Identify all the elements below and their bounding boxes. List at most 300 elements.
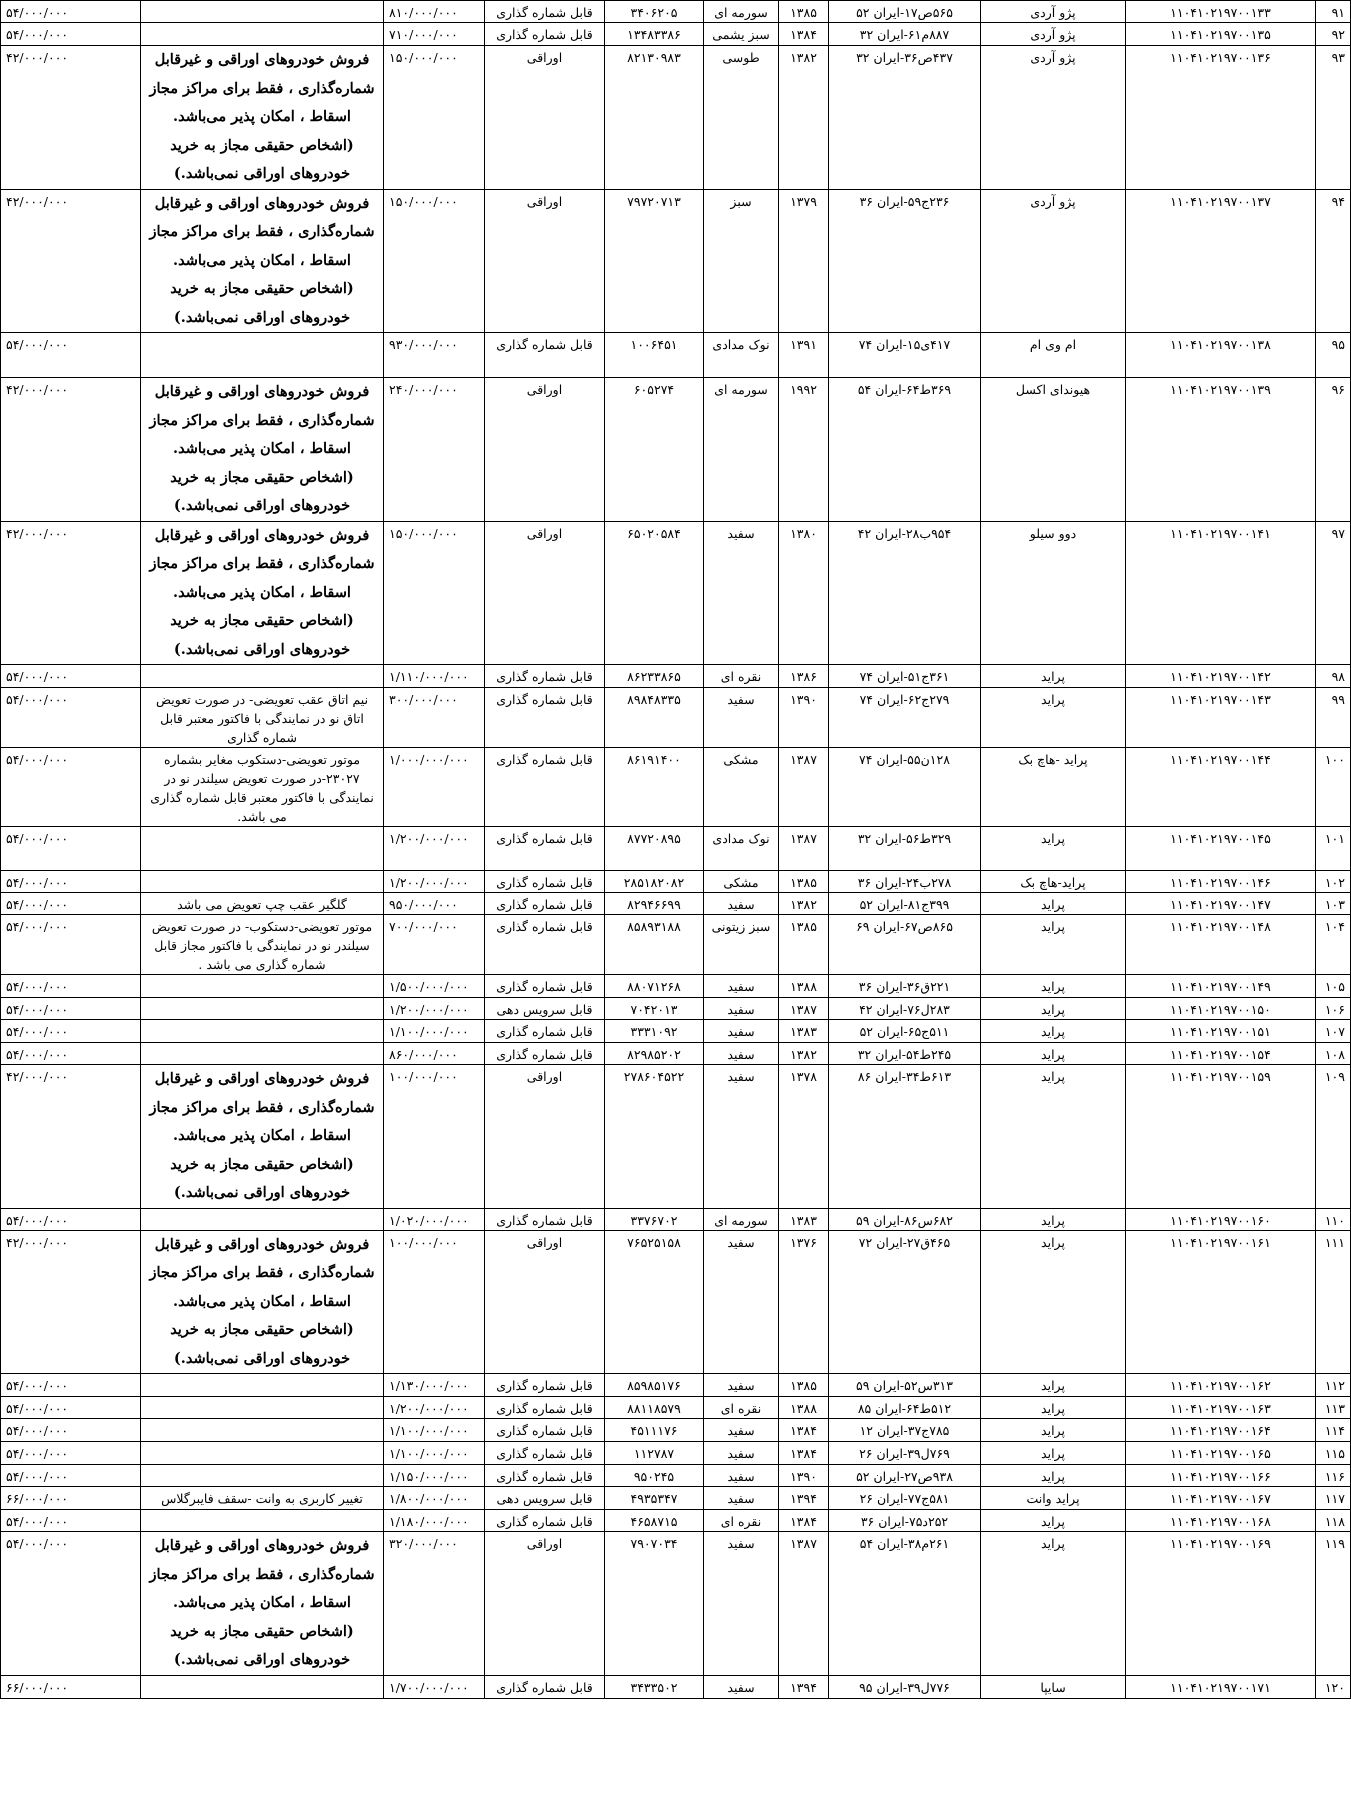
deposit-amount-cell: ۴۲/۰۰۰/۰۰۰ — [1, 189, 141, 333]
base-price-cell: ۱/۱۰۰/۰۰۰/۰۰۰ — [384, 1442, 485, 1465]
license-plate-cell: ۵۱۱ج۶۵-ایران ۵۲ — [829, 1020, 981, 1043]
base-price-cell: ۱/۱۰۰/۰۰۰/۰۰۰ — [384, 1020, 485, 1043]
chassis-number-cell: ۸۹۸۴۸۳۳۵ — [605, 688, 704, 748]
vehicle-color-cell: سفید — [704, 1020, 779, 1043]
deposit-amount-cell: ۴۲/۰۰۰/۰۰۰ — [1, 521, 141, 665]
row-number-cell: ۱۱۰ — [1316, 1208, 1351, 1230]
license-plate-cell: ۷۸۵ج۳۷-ایران ۱۲ — [829, 1419, 981, 1442]
vehicle-code-cell: ۱۱۰۴۱۰۲۱۹۷۰۰۱۶۶ — [1126, 1465, 1316, 1487]
base-price-cell: ۱/۱۵۰/۰۰۰/۰۰۰ — [384, 1465, 485, 1487]
chassis-number-cell: ۸۶۲۳۳۸۶۵ — [605, 665, 704, 688]
row-number-cell: ۹۱ — [1316, 1, 1351, 23]
model-year-cell: ۱۳۸۸ — [779, 975, 829, 998]
deposit-amount-cell: ۵۴/۰۰۰/۰۰۰ — [1, 827, 141, 871]
deposit-amount-cell: ۵۴/۰۰۰/۰۰۰ — [1, 333, 141, 378]
model-year-cell: ۱۳۷۹ — [779, 189, 829, 333]
row-number-cell: ۱۲۰ — [1316, 1675, 1351, 1698]
row-number-cell: ۱۰۸ — [1316, 1043, 1351, 1065]
model-year-cell: ۱۳۸۳ — [779, 1020, 829, 1043]
deposit-amount-cell: ۴۲/۰۰۰/۰۰۰ — [1, 378, 141, 522]
vehicle-color-cell: سفید — [704, 1043, 779, 1065]
notes-cell: موتور تعویضی-دستکوب مغایر بشماره ۲۳۰۲۷-در صورت تعویض سیلندر نو در نمایندگی با فاکتور معتبر قابل شماره گذاری می باشد. — [141, 748, 384, 827]
vehicle-code-cell: ۱۱۰۴۱۰۲۱۹۷۰۰۱۳۸ — [1126, 333, 1316, 378]
registration-status-cell: قابل شماره گذاری — [485, 1020, 605, 1043]
vehicle-model-cell: پراید — [981, 1442, 1126, 1465]
deposit-amount-cell: ۵۴/۰۰۰/۰۰۰ — [1, 1, 141, 23]
row-number-cell: ۱۱۸ — [1316, 1510, 1351, 1532]
vehicle-color-cell: سفید — [704, 1442, 779, 1465]
base-price-cell: ۱/۲۰۰/۰۰۰/۰۰۰ — [384, 1397, 485, 1419]
chassis-number-cell: ۸۸۰۷۱۲۶۸ — [605, 975, 704, 998]
row-number-cell: ۹۸ — [1316, 665, 1351, 688]
vehicle-model-cell: پراید — [981, 1419, 1126, 1442]
row-number-cell: ۱۱۱ — [1316, 1230, 1351, 1374]
vehicle-color-cell: مشکی — [704, 871, 779, 893]
base-price-cell: ۱/۰۰۰/۰۰۰/۰۰۰ — [384, 748, 485, 827]
license-plate-cell: ۵۱۲ط۶۴-ایران ۸۵ — [829, 1397, 981, 1419]
registration-status-cell: اوراقی — [485, 189, 605, 333]
deposit-amount-cell: ۵۴/۰۰۰/۰۰۰ — [1, 998, 141, 1020]
chassis-number-cell: ۸۷۷۲۰۸۹۵ — [605, 827, 704, 871]
license-plate-cell: ۷۶۹ل۳۹-ایران ۲۶ — [829, 1442, 981, 1465]
vehicle-color-cell: سفید — [704, 1487, 779, 1510]
base-price-cell: ۱/۵۰۰/۰۰۰/۰۰۰ — [384, 975, 485, 998]
vehicle-code-cell: ۱۱۰۴۱۰۲۱۹۷۰۰۱۶۱ — [1126, 1230, 1316, 1374]
license-plate-cell: ۶۱۳ط۳۴-ایران ۸۶ — [829, 1065, 981, 1209]
vehicle-code-cell: ۱۱۰۴۱۰۲۱۹۷۰۰۱۴۹ — [1126, 975, 1316, 998]
license-plate-cell: ۳۹۹ج۸۱-ایران ۵۲ — [829, 893, 981, 915]
table-row — [1, 893, 1351, 915]
deposit-amount-cell: ۵۴/۰۰۰/۰۰۰ — [1, 1419, 141, 1442]
base-price-cell: ۱۵۰/۰۰۰/۰۰۰ — [384, 521, 485, 665]
license-plate-cell: ۳۲۹ط۵۶-ایران ۳۲ — [829, 827, 981, 871]
registration-status-cell: قابل شماره گذاری — [485, 688, 605, 748]
vehicle-model-cell: پراید — [981, 1230, 1126, 1374]
license-plate-cell: ۳۱۳س۵۲-ایران ۵۹ — [829, 1374, 981, 1397]
chassis-number-cell: ۸۲۱۳۰۹۸۳ — [605, 46, 704, 190]
base-price-cell: ۱/۲۰۰/۰۰۰/۰۰۰ — [384, 871, 485, 893]
vehicle-model-cell: پژو آردی — [981, 46, 1126, 190]
deposit-amount-cell: ۵۴/۰۰۰/۰۰۰ — [1, 915, 141, 975]
notes-cell — [141, 1442, 384, 1465]
registration-status-cell: قابل شماره گذاری — [485, 975, 605, 998]
license-plate-cell: ۲۴۵ط۵۴-ایران ۳۲ — [829, 1043, 981, 1065]
table-row — [1, 871, 1351, 893]
vehicle-color-cell: سفید — [704, 1419, 779, 1442]
deposit-amount-cell: ۵۴/۰۰۰/۰۰۰ — [1, 688, 141, 748]
vehicle-color-cell: سفید — [704, 893, 779, 915]
chassis-number-cell: ۸۲۹۴۶۶۹۹ — [605, 893, 704, 915]
model-year-cell: ۱۳۸۸ — [779, 1397, 829, 1419]
notes-cell — [141, 827, 384, 871]
deposit-amount-cell: ۴۲/۰۰۰/۰۰۰ — [1, 1065, 141, 1209]
model-year-cell: ۱۳۸۵ — [779, 1, 829, 23]
row-number-cell: ۱۰۵ — [1316, 975, 1351, 998]
table-row — [1, 1532, 1351, 1676]
vehicle-color-cell: سفید — [704, 1065, 779, 1209]
registration-status-cell: اوراقی — [485, 1532, 605, 1676]
vehicle-model-cell: پراید — [981, 1532, 1126, 1676]
deposit-amount-cell: ۴۲/۰۰۰/۰۰۰ — [1, 1230, 141, 1374]
chassis-number-cell: ۳۳۳۱۰۹۲ — [605, 1020, 704, 1043]
vehicle-code-cell: ۱۱۰۴۱۰۲۱۹۷۰۰۱۵۴ — [1126, 1043, 1316, 1065]
model-year-cell: ۱۳۸۵ — [779, 871, 829, 893]
vehicle-code-cell: ۱۱۰۴۱۰۲۱۹۷۰۰۱۴۳ — [1126, 688, 1316, 748]
base-price-cell: ۱/۱۸۰/۰۰۰/۰۰۰ — [384, 1510, 485, 1532]
model-year-cell: ۱۳۹۱ — [779, 333, 829, 378]
model-year-cell: ۱۳۸۴ — [779, 1510, 829, 1532]
row-number-cell: ۱۱۹ — [1316, 1532, 1351, 1676]
registration-status-cell: قابل شماره گذاری — [485, 23, 605, 46]
model-year-cell: ۱۳۹۰ — [779, 688, 829, 748]
chassis-number-cell: ۴۵۱۱۱۷۶ — [605, 1419, 704, 1442]
notes-cell — [141, 1, 384, 23]
registration-status-cell: قابل شماره گذاری — [485, 915, 605, 975]
table-row — [1, 333, 1351, 378]
table-row — [1, 23, 1351, 46]
deposit-amount-cell: ۶۶/۰۰۰/۰۰۰ — [1, 1675, 141, 1698]
vehicle-color-cell: سفید — [704, 521, 779, 665]
notes-cell: تغییر کاربری به وانت -سقف فایبرگلاس — [141, 1487, 384, 1510]
registration-status-cell: قابل شماره گذاری — [485, 1510, 605, 1532]
registration-status-cell: اوراقی — [485, 1230, 605, 1374]
notes-cell: گلگیر عقب چپ تعویض می باشد — [141, 893, 384, 915]
chassis-number-cell: ۳۴۳۳۵۰۲ — [605, 1675, 704, 1698]
model-year-cell: ۱۳۷۶ — [779, 1230, 829, 1374]
registration-status-cell: قابل شماره گذاری — [485, 1442, 605, 1465]
model-year-cell: ۱۳۸۷ — [779, 998, 829, 1020]
registration-status-cell: قابل شماره گذاری — [485, 893, 605, 915]
chassis-number-cell: ۴۶۵۸۷۱۵ — [605, 1510, 704, 1532]
license-plate-cell: ۴۱۷ی۱۵-ایران ۷۴ — [829, 333, 981, 378]
vehicle-code-cell: ۱۱۰۴۱۰۲۱۹۷۰۰۱۶۰ — [1126, 1208, 1316, 1230]
table-row — [1, 1374, 1351, 1397]
registration-status-cell: قابل سرویس دهی — [485, 1487, 605, 1510]
chassis-number-cell: ۳۴۰۶۲۰۵ — [605, 1, 704, 23]
table-row — [1, 1419, 1351, 1442]
vehicle-color-cell: نقره ای — [704, 665, 779, 688]
deposit-amount-cell: ۵۴/۰۰۰/۰۰۰ — [1, 665, 141, 688]
license-plate-cell: ۲۷۹ج۶۲-ایران ۷۴ — [829, 688, 981, 748]
license-plate-cell: ۴۶۵ق۲۷-ایران ۷۲ — [829, 1230, 981, 1374]
table-row — [1, 1442, 1351, 1465]
vehicle-color-cell: طوسی — [704, 46, 779, 190]
deposit-amount-cell: ۵۴/۰۰۰/۰۰۰ — [1, 1374, 141, 1397]
vehicle-code-cell: ۱۱۰۴۱۰۲۱۹۷۰۰۱۴۲ — [1126, 665, 1316, 688]
deposit-amount-cell: ۵۴/۰۰۰/۰۰۰ — [1, 1043, 141, 1065]
chassis-number-cell: ۱۰۰۶۴۵۱ — [605, 333, 704, 378]
vehicle-model-cell: پراید — [981, 1043, 1126, 1065]
license-plate-cell: ۶۸۲س۸۶-ایران ۵۹ — [829, 1208, 981, 1230]
table-row — [1, 1020, 1351, 1043]
vehicle-code-cell: ۱۱۰۴۱۰۲۱۹۷۰۰۱۶۸ — [1126, 1510, 1316, 1532]
license-plate-cell: ۲۲۱ق۳۶-ایران ۳۶ — [829, 975, 981, 998]
vehicle-model-cell: پراید وانت — [981, 1487, 1126, 1510]
row-number-cell: ۱۱۵ — [1316, 1442, 1351, 1465]
registration-status-cell: قابل شماره گذاری — [485, 333, 605, 378]
table-row — [1, 975, 1351, 998]
vehicle-model-cell: سایپا — [981, 1675, 1126, 1698]
chassis-number-cell: ۶۵۰۲۰۵۸۴ — [605, 521, 704, 665]
table-row — [1, 1487, 1351, 1510]
model-year-cell: ۱۳۸۷ — [779, 748, 829, 827]
row-number-cell: ۹۳ — [1316, 46, 1351, 190]
notes-cell: فروش خودروهای اوراقی و غیرقابل شماره‌گذاری ، فقط برای مراکز مجاز اسقاط ، امکان پذیر می‌باشد. (اشخاص حقیقی مجاز به خرید خودروهای اوراقی نمی‌باشد.) — [141, 189, 384, 333]
vehicle-model-cell: پراید — [981, 1208, 1126, 1230]
chassis-number-cell: ۷۶۵۲۵۱۵۸ — [605, 1230, 704, 1374]
vehicle-model-cell: پراید — [981, 688, 1126, 748]
registration-status-cell: قابل شماره گذاری — [485, 1, 605, 23]
table-row — [1, 1043, 1351, 1065]
license-plate-cell: ۲۷۸ب۲۴-ایران ۳۶ — [829, 871, 981, 893]
base-price-cell: ۳۲۰/۰۰۰/۰۰۰ — [384, 1532, 485, 1676]
vehicle-model-cell: پراید — [981, 1020, 1126, 1043]
model-year-cell: ۱۳۸۳ — [779, 1208, 829, 1230]
vehicle-color-cell: سفید — [704, 1230, 779, 1374]
table-row — [1, 1675, 1351, 1698]
license-plate-cell: ۹۵۴ب۲۸-ایران ۴۲ — [829, 521, 981, 665]
registration-status-cell: قابل شماره گذاری — [485, 1397, 605, 1419]
notes-cell: فروش خودروهای اوراقی و غیرقابل شماره‌گذاری ، فقط برای مراکز مجاز اسقاط ، امکان پذیر می‌باشد. (اشخاص حقیقی مجاز به خرید خودروهای اوراقی نمی‌باشد.) — [141, 46, 384, 190]
vehicle-code-cell: ۱۱۰۴۱۰۲۱۹۷۰۰۱۶۳ — [1126, 1397, 1316, 1419]
registration-status-cell: قابل شماره گذاری — [485, 1419, 605, 1442]
notes-cell — [141, 998, 384, 1020]
notes-cell: فروش خودروهای اوراقی و غیرقابل شماره‌گذاری ، فقط برای مراکز مجاز اسقاط ، امکان پذیر می‌باشد. (اشخاص حقیقی مجاز به خرید خودروهای اوراقی نمی‌باشد.) — [141, 521, 384, 665]
chassis-number-cell: ۷۰۴۲۰۱۳ — [605, 998, 704, 1020]
vehicle-model-cell: پراید — [981, 915, 1126, 975]
deposit-amount-cell: ۵۴/۰۰۰/۰۰۰ — [1, 1020, 141, 1043]
chassis-number-cell: ۴۹۳۵۳۴۷ — [605, 1487, 704, 1510]
notes-cell: نیم اتاق عقب تعویضی- در صورت تعویض اتاق نو در نمایندگی با فاکتور معتبر قابل شماره گذاری — [141, 688, 384, 748]
model-year-cell: ۱۳۸۴ — [779, 23, 829, 46]
row-number-cell: ۱۰۱ — [1316, 827, 1351, 871]
notes-cell — [141, 1397, 384, 1419]
table-row — [1, 1397, 1351, 1419]
row-number-cell: ۱۱۷ — [1316, 1487, 1351, 1510]
vehicle-model-cell: پژو آردی — [981, 23, 1126, 46]
vehicle-color-cell: سفید — [704, 1675, 779, 1698]
deposit-amount-cell: ۵۴/۰۰۰/۰۰۰ — [1, 1442, 141, 1465]
chassis-number-cell: ۱۱۲۷۸۷ — [605, 1442, 704, 1465]
chassis-number-cell: ۸۵۹۸۵۱۷۶ — [605, 1374, 704, 1397]
base-price-cell: ۱/۱۳۰/۰۰۰/۰۰۰ — [384, 1374, 485, 1397]
vehicle-code-cell: ۱۱۰۴۱۰۲۱۹۷۰۰۱۴۸ — [1126, 915, 1316, 975]
base-price-cell: ۱/۱۰۰/۰۰۰/۰۰۰ — [384, 1419, 485, 1442]
vehicle-code-cell: ۱۱۰۴۱۰۲۱۹۷۰۰۱۴۷ — [1126, 893, 1316, 915]
vehicle-model-cell: پراید — [981, 1065, 1126, 1209]
notes-cell — [141, 871, 384, 893]
notes-cell: فروش خودروهای اوراقی و غیرقابل شماره‌گذاری ، فقط برای مراکز مجاز اسقاط ، امکان پذیر می‌باشد. (اشخاص حقیقی مجاز به خرید خودروهای اوراقی نمی‌باشد.) — [141, 1065, 384, 1209]
table-row — [1, 998, 1351, 1020]
vehicle-color-cell: نوک مدادی — [704, 333, 779, 378]
vehicle-code-cell: ۱۱۰۴۱۰۲۱۹۷۰۰۱۶۹ — [1126, 1532, 1316, 1676]
row-number-cell: ۱۰۴ — [1316, 915, 1351, 975]
base-price-cell: ۹۳۰/۰۰۰/۰۰۰ — [384, 333, 485, 378]
model-year-cell: ۱۳۸۰ — [779, 521, 829, 665]
deposit-amount-cell: ۵۴/۰۰۰/۰۰۰ — [1, 748, 141, 827]
vehicle-model-cell: پراید — [981, 1397, 1126, 1419]
base-price-cell: ۱۰۰/۰۰۰/۰۰۰ — [384, 1065, 485, 1209]
vehicle-code-cell: ۱۱۰۴۱۰۲۱۹۷۰۰۱۶۷ — [1126, 1487, 1316, 1510]
vehicle-color-cell: سفید — [704, 1374, 779, 1397]
deposit-amount-cell: ۶۶/۰۰۰/۰۰۰ — [1, 1487, 141, 1510]
base-price-cell: ۱/۰۲۰/۰۰۰/۰۰۰ — [384, 1208, 485, 1230]
license-plate-cell: ۸۶۵ص۶۷-ایران ۶۹ — [829, 915, 981, 975]
registration-status-cell: قابل شماره گذاری — [485, 665, 605, 688]
notes-cell — [141, 1043, 384, 1065]
vehicle-code-cell: ۱۱۰۴۱۰۲۱۹۷۰۰۱۳۶ — [1126, 46, 1316, 190]
registration-status-cell: اوراقی — [485, 1065, 605, 1209]
base-price-cell: ۷۰۰/۰۰۰/۰۰۰ — [384, 915, 485, 975]
chassis-number-cell: ۸۲۹۸۵۲۰۲ — [605, 1043, 704, 1065]
row-number-cell: ۱۱۴ — [1316, 1419, 1351, 1442]
notes-cell: فروش خودروهای اوراقی و غیرقابل شماره‌گذاری ، فقط برای مراکز مجاز اسقاط ، امکان پذیر می‌باشد. (اشخاص حقیقی مجاز به خرید خودروهای اوراقی نمی‌باشد.) — [141, 1532, 384, 1676]
vehicle-model-cell: پژو آردی — [981, 189, 1126, 333]
chassis-number-cell: ۸۵۸۹۳۱۸۸ — [605, 915, 704, 975]
notes-cell — [141, 333, 384, 378]
chassis-number-cell: ۸۸۱۱۸۵۷۹ — [605, 1397, 704, 1419]
row-number-cell: ۹۹ — [1316, 688, 1351, 748]
notes-cell: فروش خودروهای اوراقی و غیرقابل شماره‌گذاری ، فقط برای مراکز مجاز اسقاط ، امکان پذیر می‌باشد. (اشخاص حقیقی مجاز به خرید خودروهای اوراقی نمی‌باشد.) — [141, 1230, 384, 1374]
notes-cell — [141, 1510, 384, 1532]
row-number-cell: ۹۴ — [1316, 189, 1351, 333]
base-price-cell: ۱/۲۰۰/۰۰۰/۰۰۰ — [384, 998, 485, 1020]
deposit-amount-cell: ۵۴/۰۰۰/۰۰۰ — [1, 893, 141, 915]
deposit-amount-cell: ۵۴/۰۰۰/۰۰۰ — [1, 1532, 141, 1676]
license-plate-cell: ۱۲۸ن۵۵-ایران ۷۴ — [829, 748, 981, 827]
deposit-amount-cell: ۵۴/۰۰۰/۰۰۰ — [1, 975, 141, 998]
vehicle-color-cell: سبز — [704, 189, 779, 333]
license-plate-cell: ۲۳۶ج۵۹-ایران ۳۶ — [829, 189, 981, 333]
base-price-cell: ۱/۱۱۰/۰۰۰/۰۰۰ — [384, 665, 485, 688]
row-number-cell: ۱۰۳ — [1316, 893, 1351, 915]
base-price-cell: ۱/۷۰۰/۰۰۰/۰۰۰ — [384, 1675, 485, 1698]
vehicle-code-cell: ۱۱۰۴۱۰۲۱۹۷۰۰۱۴۶ — [1126, 871, 1316, 893]
base-price-cell: ۱۰۰/۰۰۰/۰۰۰ — [384, 1230, 485, 1374]
license-plate-cell: ۹۳۸ص۲۷-ایران ۵۲ — [829, 1465, 981, 1487]
table-row — [1, 1065, 1351, 1209]
vehicle-model-cell: پراید — [981, 1374, 1126, 1397]
row-number-cell: ۱۰۶ — [1316, 998, 1351, 1020]
base-price-cell: ۷۱۰/۰۰۰/۰۰۰ — [384, 23, 485, 46]
table-row — [1, 1208, 1351, 1230]
notes-cell — [141, 1419, 384, 1442]
vehicle-model-cell: پراید-هاچ بک — [981, 871, 1126, 893]
notes-cell — [141, 1675, 384, 1698]
vehicle-code-cell: ۱۱۰۴۱۰۲۱۹۷۰۰۱۵۱ — [1126, 1020, 1316, 1043]
license-plate-cell: ۳۶۹ط۶۴-ایران ۵۴ — [829, 378, 981, 522]
registration-status-cell: اوراقی — [485, 46, 605, 190]
model-year-cell: ۱۳۸۵ — [779, 915, 829, 975]
base-price-cell: ۳۰۰/۰۰۰/۰۰۰ — [384, 688, 485, 748]
vehicle-color-cell: سورمه ای — [704, 378, 779, 522]
vehicle-model-cell: پراید — [981, 893, 1126, 915]
chassis-number-cell: ۷۹۷۲۰۷۱۳ — [605, 189, 704, 333]
table-row — [1, 1, 1351, 23]
registration-status-cell: قابل شماره گذاری — [485, 1465, 605, 1487]
vehicle-model-cell: پراید -هاچ بک — [981, 748, 1126, 827]
deposit-amount-cell: ۵۴/۰۰۰/۰۰۰ — [1, 1397, 141, 1419]
vehicle-rows — [1, 1, 1351, 1699]
base-price-cell: ۸۱۰/۰۰۰/۰۰۰ — [384, 1, 485, 23]
vehicle-code-cell: ۱۱۰۴۱۰۲۱۹۷۰۰۱۴۴ — [1126, 748, 1316, 827]
model-year-cell: ۱۳۸۷ — [779, 827, 829, 871]
table-row — [1, 665, 1351, 688]
chassis-number-cell: ۶۰۵۲۷۴ — [605, 378, 704, 522]
vehicle-model-cell: ام وی ام — [981, 333, 1126, 378]
registration-status-cell: قابل شماره گذاری — [485, 1675, 605, 1698]
model-year-cell: ۱۳۸۲ — [779, 893, 829, 915]
chassis-number-cell: ۲۷۸۶۰۴۵۲۲ — [605, 1065, 704, 1209]
vehicle-color-cell: نقره ای — [704, 1510, 779, 1532]
vehicle-model-cell: پراید — [981, 975, 1126, 998]
deposit-amount-cell: ۵۴/۰۰۰/۰۰۰ — [1, 23, 141, 46]
deposit-amount-cell: ۵۴/۰۰۰/۰۰۰ — [1, 871, 141, 893]
model-year-cell: ۱۹۹۲ — [779, 378, 829, 522]
model-year-cell: ۱۳۹۴ — [779, 1487, 829, 1510]
vehicle-model-cell: هیوندای اکسل — [981, 378, 1126, 522]
license-plate-cell: ۵۸۱ج۷۷-ایران ۲۶ — [829, 1487, 981, 1510]
model-year-cell: ۱۳۸۵ — [779, 1374, 829, 1397]
registration-status-cell: قابل شماره گذاری — [485, 1043, 605, 1065]
model-year-cell: ۱۳۸۷ — [779, 1532, 829, 1676]
vehicle-model-cell: پراید — [981, 1465, 1126, 1487]
row-number-cell: ۱۰۰ — [1316, 748, 1351, 827]
vehicle-model-cell: پژو آردی — [981, 1, 1126, 23]
row-number-cell: ۹۲ — [1316, 23, 1351, 46]
table-row — [1, 46, 1351, 190]
row-number-cell: ۹۷ — [1316, 521, 1351, 665]
deposit-amount-cell: ۵۴/۰۰۰/۰۰۰ — [1, 1510, 141, 1532]
notes-cell — [141, 1465, 384, 1487]
vehicle-code-cell: ۱۱۰۴۱۰۲۱۹۷۰۰۱۳۹ — [1126, 378, 1316, 522]
notes-cell — [141, 665, 384, 688]
model-year-cell: ۱۳۸۲ — [779, 1043, 829, 1065]
row-number-cell: ۱۱۶ — [1316, 1465, 1351, 1487]
base-price-cell: ۸۶۰/۰۰۰/۰۰۰ — [384, 1043, 485, 1065]
table-row — [1, 748, 1351, 827]
notes-cell — [141, 1208, 384, 1230]
vehicle-code-cell: ۱۱۰۴۱۰۲۱۹۷۰۰۱۶۵ — [1126, 1442, 1316, 1465]
registration-status-cell: اوراقی — [485, 378, 605, 522]
chassis-number-cell: ۳۳۷۶۷۰۲ — [605, 1208, 704, 1230]
vehicle-color-cell: سفید — [704, 998, 779, 1020]
vehicle-code-cell: ۱۱۰۴۱۰۲۱۹۷۰۰۱۳۵ — [1126, 23, 1316, 46]
table-row — [1, 189, 1351, 333]
registration-status-cell: قابل شماره گذاری — [485, 748, 605, 827]
deposit-amount-cell: ۴۲/۰۰۰/۰۰۰ — [1, 46, 141, 190]
row-number-cell: ۱۱۳ — [1316, 1397, 1351, 1419]
vehicle-code-cell: ۱۱۰۴۱۰۲۱۹۷۰۰۱۳۷ — [1126, 189, 1316, 333]
notes-cell: موتور تعویضی-دستکوب- در صورت تعویض سیلندر نو در نمایندگی با فاکتور مجاز قابل شماره گذاری می باشد . — [141, 915, 384, 975]
base-price-cell: ۱/۸۰۰/۰۰۰/۰۰۰ — [384, 1487, 485, 1510]
vehicle-color-cell: سبز یشمی — [704, 23, 779, 46]
table-row — [1, 827, 1351, 871]
vehicle-code-cell: ۱۱۰۴۱۰۲۱۹۷۰۰۱۴۵ — [1126, 827, 1316, 871]
base-price-cell: ۱/۲۰۰/۰۰۰/۰۰۰ — [384, 827, 485, 871]
registration-status-cell: قابل شماره گذاری — [485, 1208, 605, 1230]
vehicle-code-cell: ۱۱۰۴۱۰۲۱۹۷۰۰۱۵۹ — [1126, 1065, 1316, 1209]
registration-status-cell: اوراقی — [485, 521, 605, 665]
vehicle-model-cell: دوو سیلو — [981, 521, 1126, 665]
vehicle-color-cell: مشکی — [704, 748, 779, 827]
table-row — [1, 915, 1351, 975]
notes-cell — [141, 23, 384, 46]
table-row — [1, 1465, 1351, 1487]
license-plate-cell: ۲۶۱م۳۸-ایران ۵۴ — [829, 1532, 981, 1676]
vehicle-code-cell: ۱۱۰۴۱۰۲۱۹۷۰۰۱۴۱ — [1126, 521, 1316, 665]
model-year-cell: ۱۳۸۶ — [779, 665, 829, 688]
